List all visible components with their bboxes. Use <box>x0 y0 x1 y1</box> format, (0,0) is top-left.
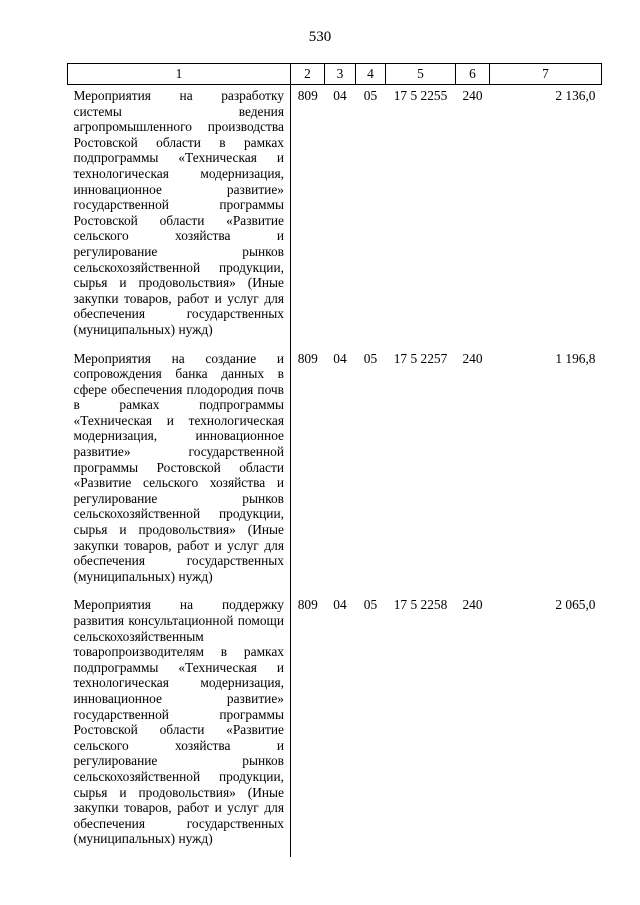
row-description: Мероприятия на поддержку развития консультационной помощи сельскохозяйственным товаропроизводителям в рамках подпрограммы «Техническая и технологическая модернизация, инновационное развитие» государственной программы Ростовской области «Развитие сельского хозяйства и регулирование рынков сельскохозяйственной продукции, сырья и продовольствия» (Иные закупки товаров, работ и услуг для обеспечения государственных (муниципальных) нужд) <box>68 594 291 857</box>
header-row <box>68 64 602 85</box>
row-ministry-code: 809 <box>297 597 318 613</box>
budget-table <box>67 63 602 857</box>
header-col-4: 4 <box>356 64 386 85</box>
row-amount: 1 196,8 <box>555 350 596 366</box>
row-amount: 2 136,0 <box>555 88 596 103</box>
row-target-article: 17 5 2258 <box>393 597 448 613</box>
header-col-3: 3 <box>325 64 356 85</box>
row-section-code: 04 <box>333 597 347 613</box>
row-target-article: 17 5 2257 <box>393 350 448 366</box>
row-subsection-code: 05 <box>363 88 378 103</box>
row-section-code: 04 <box>333 88 347 103</box>
row-section-code: 04 <box>333 350 347 366</box>
row-description: Мероприятия на создание и сопровождения банка данных в сфере обеспечения плодородия почв в рамках подпрограммы «Техническая и технологическая модернизация, инновационное развитие» государственной программы Ростовской области «Развитие сельского хозяйства и регулирование рынков сельскохозяйственной продукции, сырья и продовольствия» (Иные закупки товаров, работ и услуг для обеспечения государственных (муниципальных) нужд) <box>68 348 291 595</box>
row-subsection-code: 05 <box>363 597 378 613</box>
row-expense-type: 240 <box>462 88 483 103</box>
header-col-2: 2 <box>291 64 325 85</box>
row-subsection-code: 05 <box>363 350 378 366</box>
page-number: 530 <box>308 29 332 45</box>
row-ministry-code: 809 <box>297 88 318 103</box>
row-target-article: 17 5 2255 <box>393 88 448 103</box>
header-col-6: 6 <box>456 64 490 85</box>
header-col-7: 7 <box>490 64 602 85</box>
row-expense-type: 240 <box>462 597 483 613</box>
table-row <box>68 348 602 595</box>
header-col-1: 1 <box>68 64 291 85</box>
row-amount: 2 065,0 <box>555 597 596 613</box>
row-expense-type: 240 <box>462 350 483 366</box>
row-description: Мероприятия на разработку системы ведения агропромышленного производства Ростовской области в рамках подпрограммы «Техническая и технологическая модернизация, инновационное развитие» государственной программы Ростовской области «Развитие сельского хозяйства и регулирование рынков сельскохозяйственной продукции, сырья и продовольствия» (Иные закупки товаров, работ и услуг для обеспечения государственных (муниципальных) нужд) <box>68 85 291 348</box>
row-ministry-code: 809 <box>297 350 318 366</box>
table-row <box>68 85 602 348</box>
header-col-5: 5 <box>386 64 456 85</box>
table-row <box>68 594 602 857</box>
